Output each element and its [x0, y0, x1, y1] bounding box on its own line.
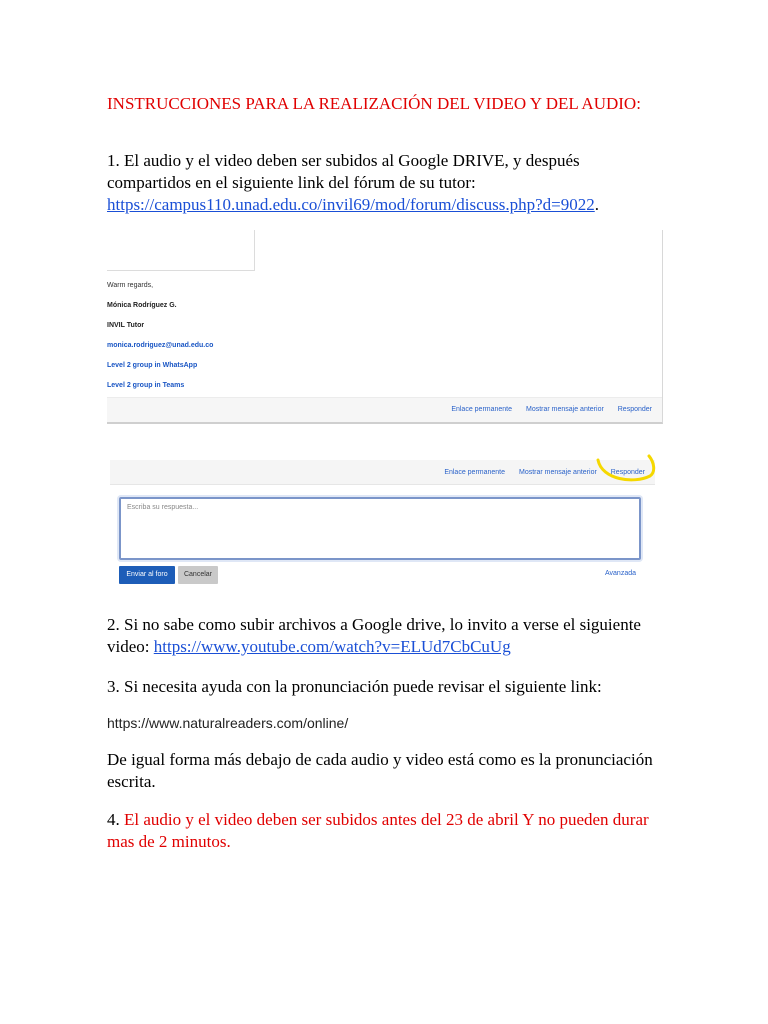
- instruction-4-text: El audio y el video deben ser subidos antes del 23 de abril Y no pueden durar mas de 2 minutos.: [107, 810, 649, 851]
- permalink-link[interactable]: Enlace permanente: [451, 406, 513, 413]
- instruction-1-end: .: [594, 195, 599, 214]
- yellow-highlight-mark: [594, 454, 658, 488]
- instruction-3: 3. Si necesita ayuda con la pronunciación puede revisar el siguiente link:: [107, 677, 602, 696]
- pronunciation-note: De igual forma más debajo de cada audio y video está como es la pronunciación escrita.: [107, 750, 653, 791]
- show-parent-link[interactable]: Mostrar mensaje anterior: [525, 406, 604, 413]
- instruction-2: [107, 614, 667, 658]
- naturalreaders-url[interactable]: https://www.naturalreaders.com/online/: [107, 715, 349, 731]
- instruction-4-number: 4.: [107, 810, 124, 829]
- whatsapp-group-link[interactable]: Level 2 group in WhatsApp: [107, 362, 198, 369]
- show-parent-link[interactable]: Mostrar mensaje anterior: [518, 469, 597, 476]
- reply-textarea[interactable]: Escriba su respuesta...: [119, 497, 641, 560]
- send-to-forum-button[interactable]: Enviar al foro: [119, 566, 175, 584]
- tutor-name: Mónica Rodríguez G.: [107, 302, 177, 309]
- tutor-role: INVIL Tutor: [107, 322, 145, 329]
- instruction-4: [107, 809, 667, 853]
- reply-link[interactable]: Responder: [617, 406, 652, 413]
- reply-form-screenshot: [110, 460, 655, 596]
- tutor-email-link[interactable]: monica.rodriguez@unad.edu.co: [107, 342, 214, 349]
- cancel-button[interactable]: Cancelar: [178, 566, 218, 584]
- post-box-fragment: [107, 230, 255, 271]
- instruction-2-text: 2. Si no sabe como subir archivos a Google drive, lo invito a verse el siguiente video:: [107, 615, 641, 656]
- instruction-1: [107, 150, 667, 216]
- instruction-1-text: 1. El audio y el video deben ser subidos al Google DRIVE, y después compartidos en el siguiente link del fórum de su tutor:: [107, 151, 580, 192]
- forum-post-screenshot: [107, 230, 663, 424]
- youtube-link[interactable]: https://www.youtube.com/watch?v=ELUd7CbCuUg: [153, 637, 511, 656]
- post-action-bar: [107, 397, 662, 422]
- forum-link[interactable]: https://campus110.unad.edu.co/invil69/mod/forum/discuss.php?d=9022: [107, 195, 595, 214]
- permalink-link[interactable]: Enlace permanente: [444, 469, 506, 476]
- reply-link[interactable]: Responder: [610, 469, 645, 476]
- page-title: INSTRUCCIONES PARA LA REALIZACIÓN DEL VIDEO Y DEL AUDIO:: [107, 94, 641, 113]
- advanced-link[interactable]: Avanzada: [605, 570, 637, 577]
- teams-group-link[interactable]: Level 2 group in Teams: [107, 382, 185, 389]
- reply-action-bar: [110, 460, 655, 485]
- greeting-text: Warm regards,: [107, 282, 154, 289]
